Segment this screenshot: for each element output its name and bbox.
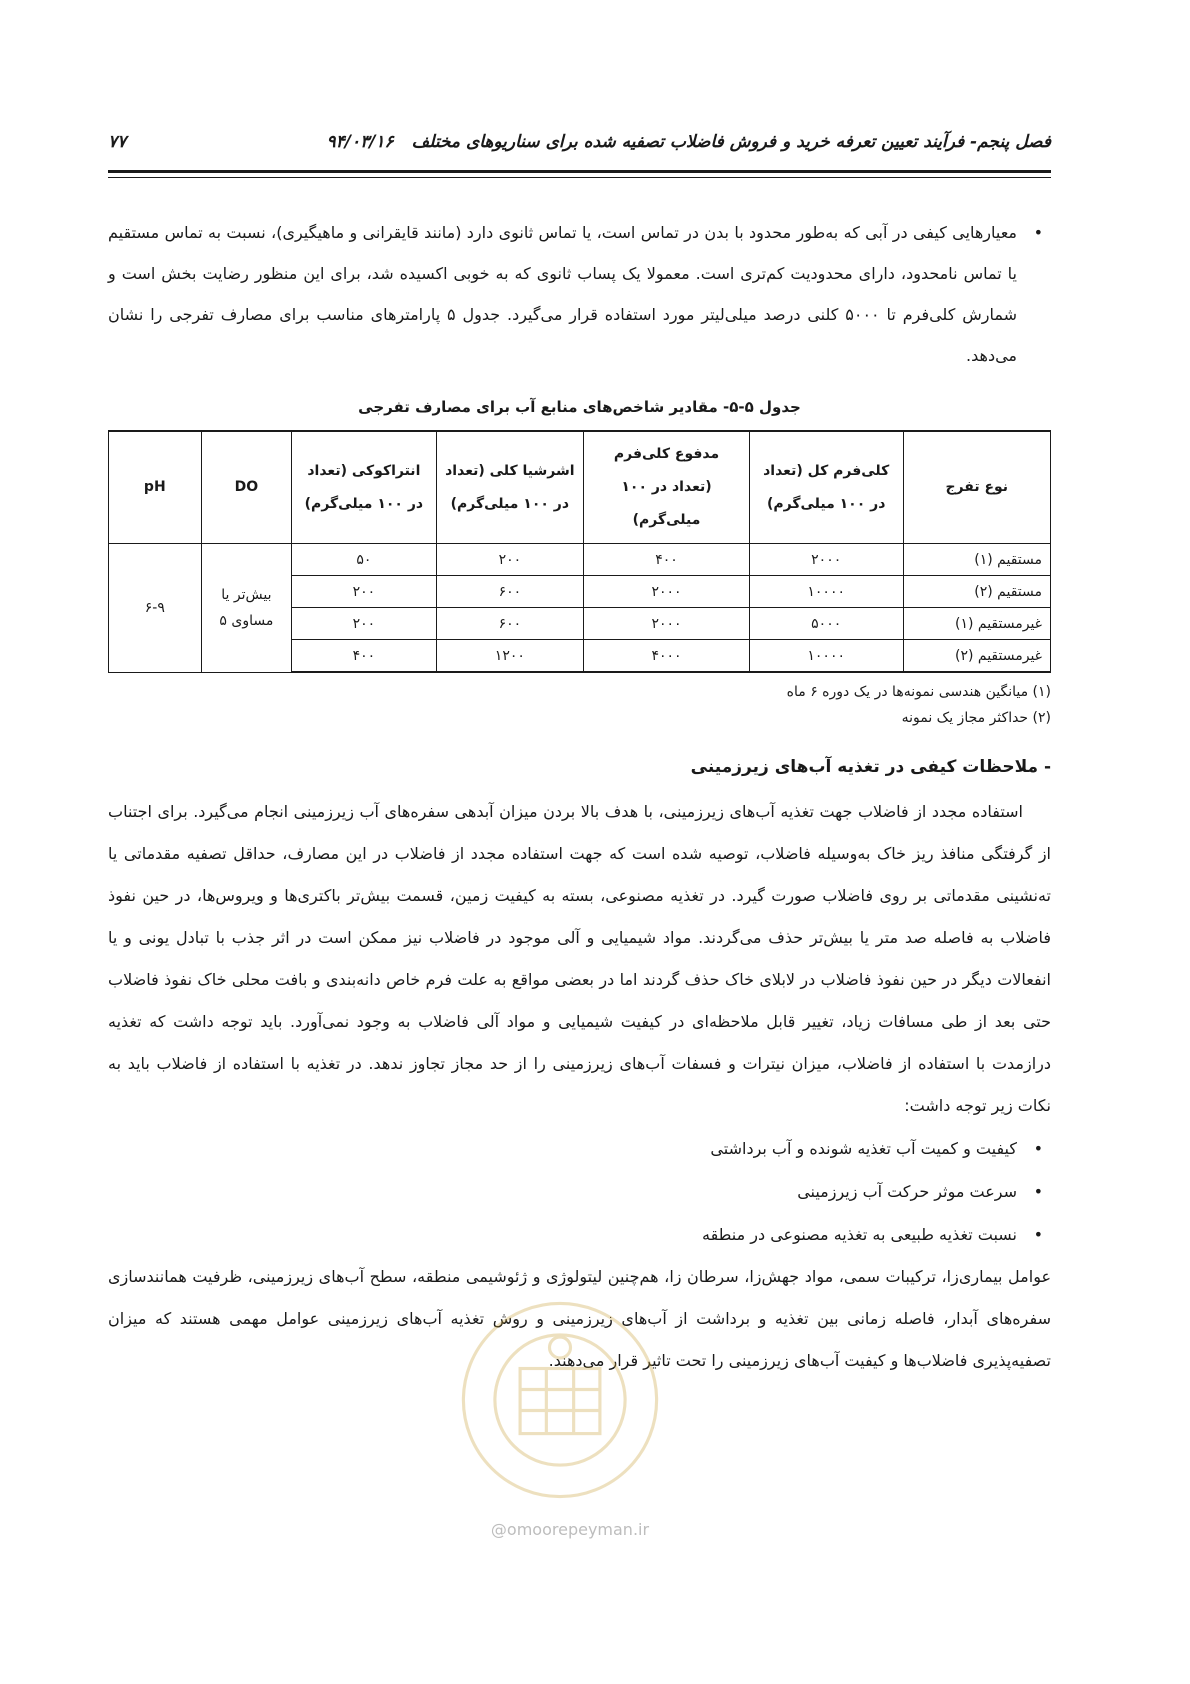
seal-rings: [463, 1303, 656, 1496]
factor-list: [108, 1127, 1051, 1256]
section-heading: - ملاحظات کیفی در تغذیه آب‌های زیرزمینی: [690, 757, 1051, 777]
footnote-2: (۲) حداکثر مجاز یک نمونه: [901, 710, 1051, 726]
groundwater-paragraph: استفاده مجدد از فاضلاب جهت تغذیه آب‌های زیرزمینی، با هدف بالا بردن میزان آبدهی سفره‌های آب زیرزمینی انجام می‌گیرد. برای اجتناب از گرفتگی منافذ ریز خاک به‌وسیله فاضلاب، توصیه شده است که جهت استفاده مجدد از فاضلاب در این مصارف، حداقل تصفیه مقدماتی یا ته‌نشینی مقدماتی بر روی فاضلاب صورت گیرد. در تغذیه مصنوعی، بسته به کیفیت زمین، قسمت بیش‌تر باکتری‌ها و ویروس‌ها، در حین نفوذ فاضلاب به فاصله صد متر یا بیش‌تر حذف می‌گردند. مواد شیمیایی و آلی موجود در فاضلاب نیز ممکن است در اثر جذب با تبادل یونی و یا انفعالات دیگر در حین نفوذ فاضلاب در لابلای خاک حذف گردند اما در بعضی مواقع به علت فرم خاص دانه‌بندی و بافت محلی خاک نفوذ فاضلاب حتی بعد از طی مسافات زیاد، تغییر قابل ملاحظه‌ای در کیفیت شیمیایی و مواد آلی فاضلاب به وجود نمی‌آورد. باید توجه داشت که تغذیه درازمدت با استفاده از فاضلاب، میزان نیترات و فسفات آب‌های زیرزمینی را از حد مجاز تجاوز ندهد. در تغذیه با استفاده از فاضلاب باید به نکات زیر توجه داشت:: [108, 802, 1051, 1115]
intro-bullet-list: [108, 212, 1051, 376]
table-header-row: [109, 431, 1051, 544]
cell-total-coliform: ۱۰۰۰۰: [749, 640, 903, 673]
header-do: DO: [201, 431, 292, 544]
list-item: • کیفیت و کمیت آب تغذیه شونده و آب برداشتی: [108, 1127, 1051, 1170]
cell-ecoli: ۶۰۰: [436, 576, 584, 608]
cell-fecal-coliform: ۴۰۰۰: [584, 640, 750, 673]
recreational-water-table: [108, 430, 1051, 673]
cell-total-coliform: ۵۰۰۰: [749, 608, 903, 640]
page-header: [108, 128, 1051, 173]
table-row: [109, 544, 1051, 576]
table-footnotes: [108, 679, 1051, 731]
header-ecoli: اشرشیا کلی (تعداد در ۱۰۰ میلی‌گرم): [436, 431, 584, 544]
list-item: • نسبت تغذیه طبیعی به تغذیه مصنوعی در منطقه: [108, 1213, 1051, 1256]
chapter-title: [326, 132, 1051, 152]
header-type: نوع تفرج: [903, 431, 1051, 544]
cell-total-coliform: ۱۰۰۰۰: [749, 576, 903, 608]
cell-ph: ۶-۹: [109, 544, 202, 673]
seal-outer-ring: [463, 1303, 656, 1496]
header-total-coliform: کلی‌فرم کل (تعداد در ۱۰۰ میلی‌گرم): [749, 431, 903, 544]
watermark-site: @omoorepeyman.ir: [490, 1520, 650, 1539]
cell-ecoli: ۱۲۰۰: [436, 640, 584, 673]
cell-enterococci: ۵۰: [292, 544, 436, 576]
footnote-1: (۱) میانگین هندسی نمونه‌ها در یک دوره ۶ ماه: [786, 684, 1051, 700]
seal-emblem: [550, 1337, 571, 1358]
seal-inner-ring: [495, 1335, 625, 1465]
seal-grid-frame: [520, 1369, 600, 1434]
cell-type: غیرمستقیم (۲): [903, 640, 1051, 673]
seal-watermark: [455, 1295, 665, 1505]
cell-type: مستقیم (۱): [903, 544, 1051, 576]
cell-enterococci: ۲۰۰: [292, 576, 436, 608]
cell-enterococci: ۴۰۰: [292, 640, 436, 673]
header-enterococci: انتراکوکی (تعداد در ۱۰۰ میلی‌گرم): [292, 431, 436, 544]
cell-ecoli: ۶۰۰: [436, 608, 584, 640]
page-number: ۷۷: [108, 132, 127, 152]
header-date: ۹۴/۰۳/۱۶: [326, 132, 394, 152]
header-ph: pH: [109, 431, 202, 544]
cell-enterococci: ۲۰۰: [292, 608, 436, 640]
cell-do: بیش‌تر یا مساوی ۵: [201, 544, 292, 673]
header-fecal-coliform: مدفوع کلی‌فرم (تعداد در ۱۰۰ میلی‌گرم): [584, 431, 750, 544]
cell-fecal-coliform: ۴۰۰: [584, 544, 750, 576]
cell-ecoli: ۲۰۰: [436, 544, 584, 576]
cell-type: غیرمستقیم (۱): [903, 608, 1051, 640]
table-caption: جدول ۵-۵- مقادیر شاخص‌های منابع آب برای مصارف تفرجی: [358, 398, 801, 416]
cell-type: مستقیم (۲): [903, 576, 1051, 608]
cell-fecal-coliform: ۲۰۰۰: [584, 576, 750, 608]
cell-fecal-coliform: ۲۰۰۰: [584, 608, 750, 640]
cell-total-coliform: ۲۰۰۰: [749, 544, 903, 576]
list-item: • سرعت موثر حرکت آب زیرزمینی: [108, 1170, 1051, 1213]
factors-paragraph: عوامل بیماری‌زا، ترکیبات سمی، مواد جهش‌زا، سرطان زا، هم‌چنین لیتولوژی و ژئوشیمی منطقه، سطح آب‌های زیرزمینی، ظرفیت همانندسازی سفره‌های آبدار، فاصله زمانی بین تغذیه و برداشت از آب‌های زیرزمینی و روش تغذیه آب‌های زیرزمینی عوامل مهمی هستند که میزان تصفیه‌پذیری فاضلاب‌ها و کیفیت آب‌های زیرزمینی را تحت تاثیر قرار می‌دهند.: [108, 1267, 1051, 1370]
chapter-title-text: فصل پنجم- فرآیند تعیین تعرفه خرید و فروش فاضلاب تصفیه شده برای سناریوهای مختلف: [411, 132, 1051, 152]
page-content: [108, 212, 1051, 1382]
intro-bullet: • معیارهایی کیفی در آبی که به‌طور محدود با بدن در تماس است، یا تماس ثانوی دارد (مانند قایقرانی و ماهیگیری)، نسبت به تماس مستقیم یا تماس نامحدود، دارای محدودیت کم‌تری است. معمولا یک پساب ثانوی که به خوبی اکسیده شد، برای این منظور رضایت بخش است و شمارش کلی‌فرم تا ۵۰۰۰ کلنی درصد میلی‌لیتر مورد استفاده قرار می‌گیرد. جدول ۵ پارامترهای مناسب برای مصارف تفرجی را نشان می‌دهد.: [108, 212, 1051, 376]
